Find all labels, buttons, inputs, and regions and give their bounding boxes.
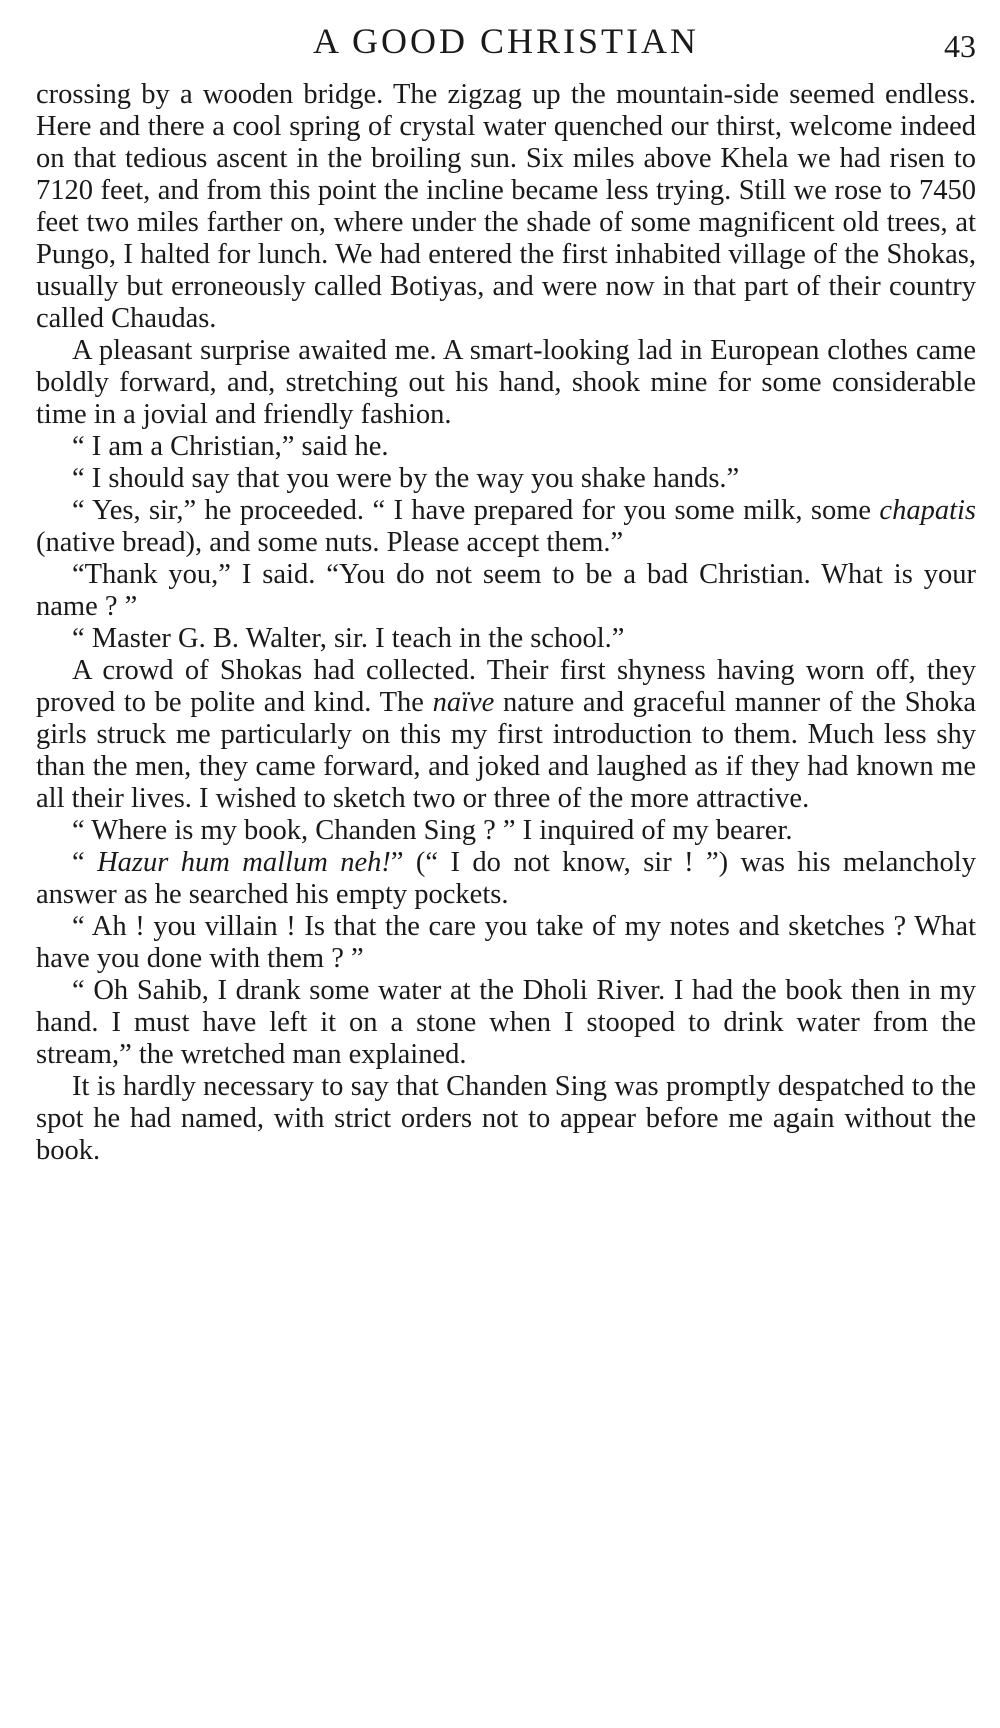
running-title: A GOOD CHRISTIAN — [312, 21, 699, 61]
text-run: A crowd of Shokas had collected. Their first shyness having worn off, they proved to be polite and kind. The — [36, 655, 976, 718]
paragraph — [36, 847, 976, 911]
paragraph — [36, 431, 976, 463]
text-run: crossing by a wooden bridge. The zigzag up the mountain-side seemed endless. Here and there a cool spring of crystal water quenched our thirst, welcome indeed on that tedious ascent in the broiling sun. Six miles above Khela we had risen to 7120 feet, and from this point the incline became less trying. Still we rose to 7450 feet two miles farther on, where under the shade of some magnificent old trees, at Pungo, I halted for lunch. We had entered the first inhabited village of the Shokas, usually but erroneously called Botiyas, and were now in that part of their country called Chaudas. — [36, 79, 976, 334]
text-run: It is hardly necessary to say that Chanden Sing was promptly despatched to the spot he had named, with strict orders not to appear before me again without the book. — [36, 1071, 976, 1166]
paragraph — [36, 559, 976, 623]
text-run: A pleasant surprise awaited me. A smart-looking lad in European clothes came boldly forward, and, stretching out his hand, shook mine for some considerable time in a jovial and friendly fashion. — [36, 335, 976, 430]
text-run: ” (“ I do not know, sir ! ”) was his melancholy answer as he searched his empty pockets. — [36, 847, 976, 910]
paragraph — [36, 911, 976, 975]
text-run: “ Oh Sahib, I drank some water at the Dholi River. I had the book then in my hand. I must have left it on a stone when I stooped to drink water from the stream,” the wretched man explained. — [36, 975, 976, 1070]
paragraph — [36, 463, 976, 495]
text-run: “ Yes, sir,” he proceeded. “ I have prepared for you some milk, some — [72, 495, 880, 526]
paragraph — [36, 623, 976, 655]
page-number: 43 — [944, 28, 976, 64]
text-run: nature and graceful manner of the Shoka girls struck me particularly on this my first introduction to them. Much less shy than the men, they came forward, and joked and laughed as if they had known me all their lives. I wished to sketch two or three of the more attractive. — [36, 687, 976, 814]
text-run: “ — [72, 847, 98, 878]
paragraph — [36, 335, 976, 431]
paragraph — [36, 655, 976, 815]
text-run: “ I should say that you were by the way you shake hands.” — [72, 463, 740, 494]
paragraph — [36, 975, 976, 1071]
text-run: (native bread), and some nuts. Please accept them.” — [36, 527, 624, 558]
paragraph — [36, 1071, 976, 1167]
paragraph — [36, 79, 976, 335]
text-run: “ Ah ! you villain ! Is that the care you take of my notes and sketches ? What have you done with them ? ” — [36, 911, 976, 974]
italic-text: chapatis — [879, 495, 976, 526]
text-run: “ Master G. B. Walter, sir. I teach in the school.” — [72, 623, 625, 654]
body-text — [36, 79, 976, 1167]
italic-text: naïve — [432, 687, 495, 718]
page-header — [36, 14, 976, 64]
text-run: “ I am a Christian,” said he. — [72, 431, 389, 462]
text-run: “ Where is my book, Chanden Sing ? ” I inquired of my bearer. — [72, 815, 793, 846]
italic-text: Hazur hum mallum neh! — [97, 847, 391, 878]
text-run: “Thank you,” I said. “You do not seem to be a bad Christian. What is your name ? ” — [36, 559, 976, 622]
paragraph — [36, 495, 976, 559]
paragraph — [36, 815, 976, 847]
